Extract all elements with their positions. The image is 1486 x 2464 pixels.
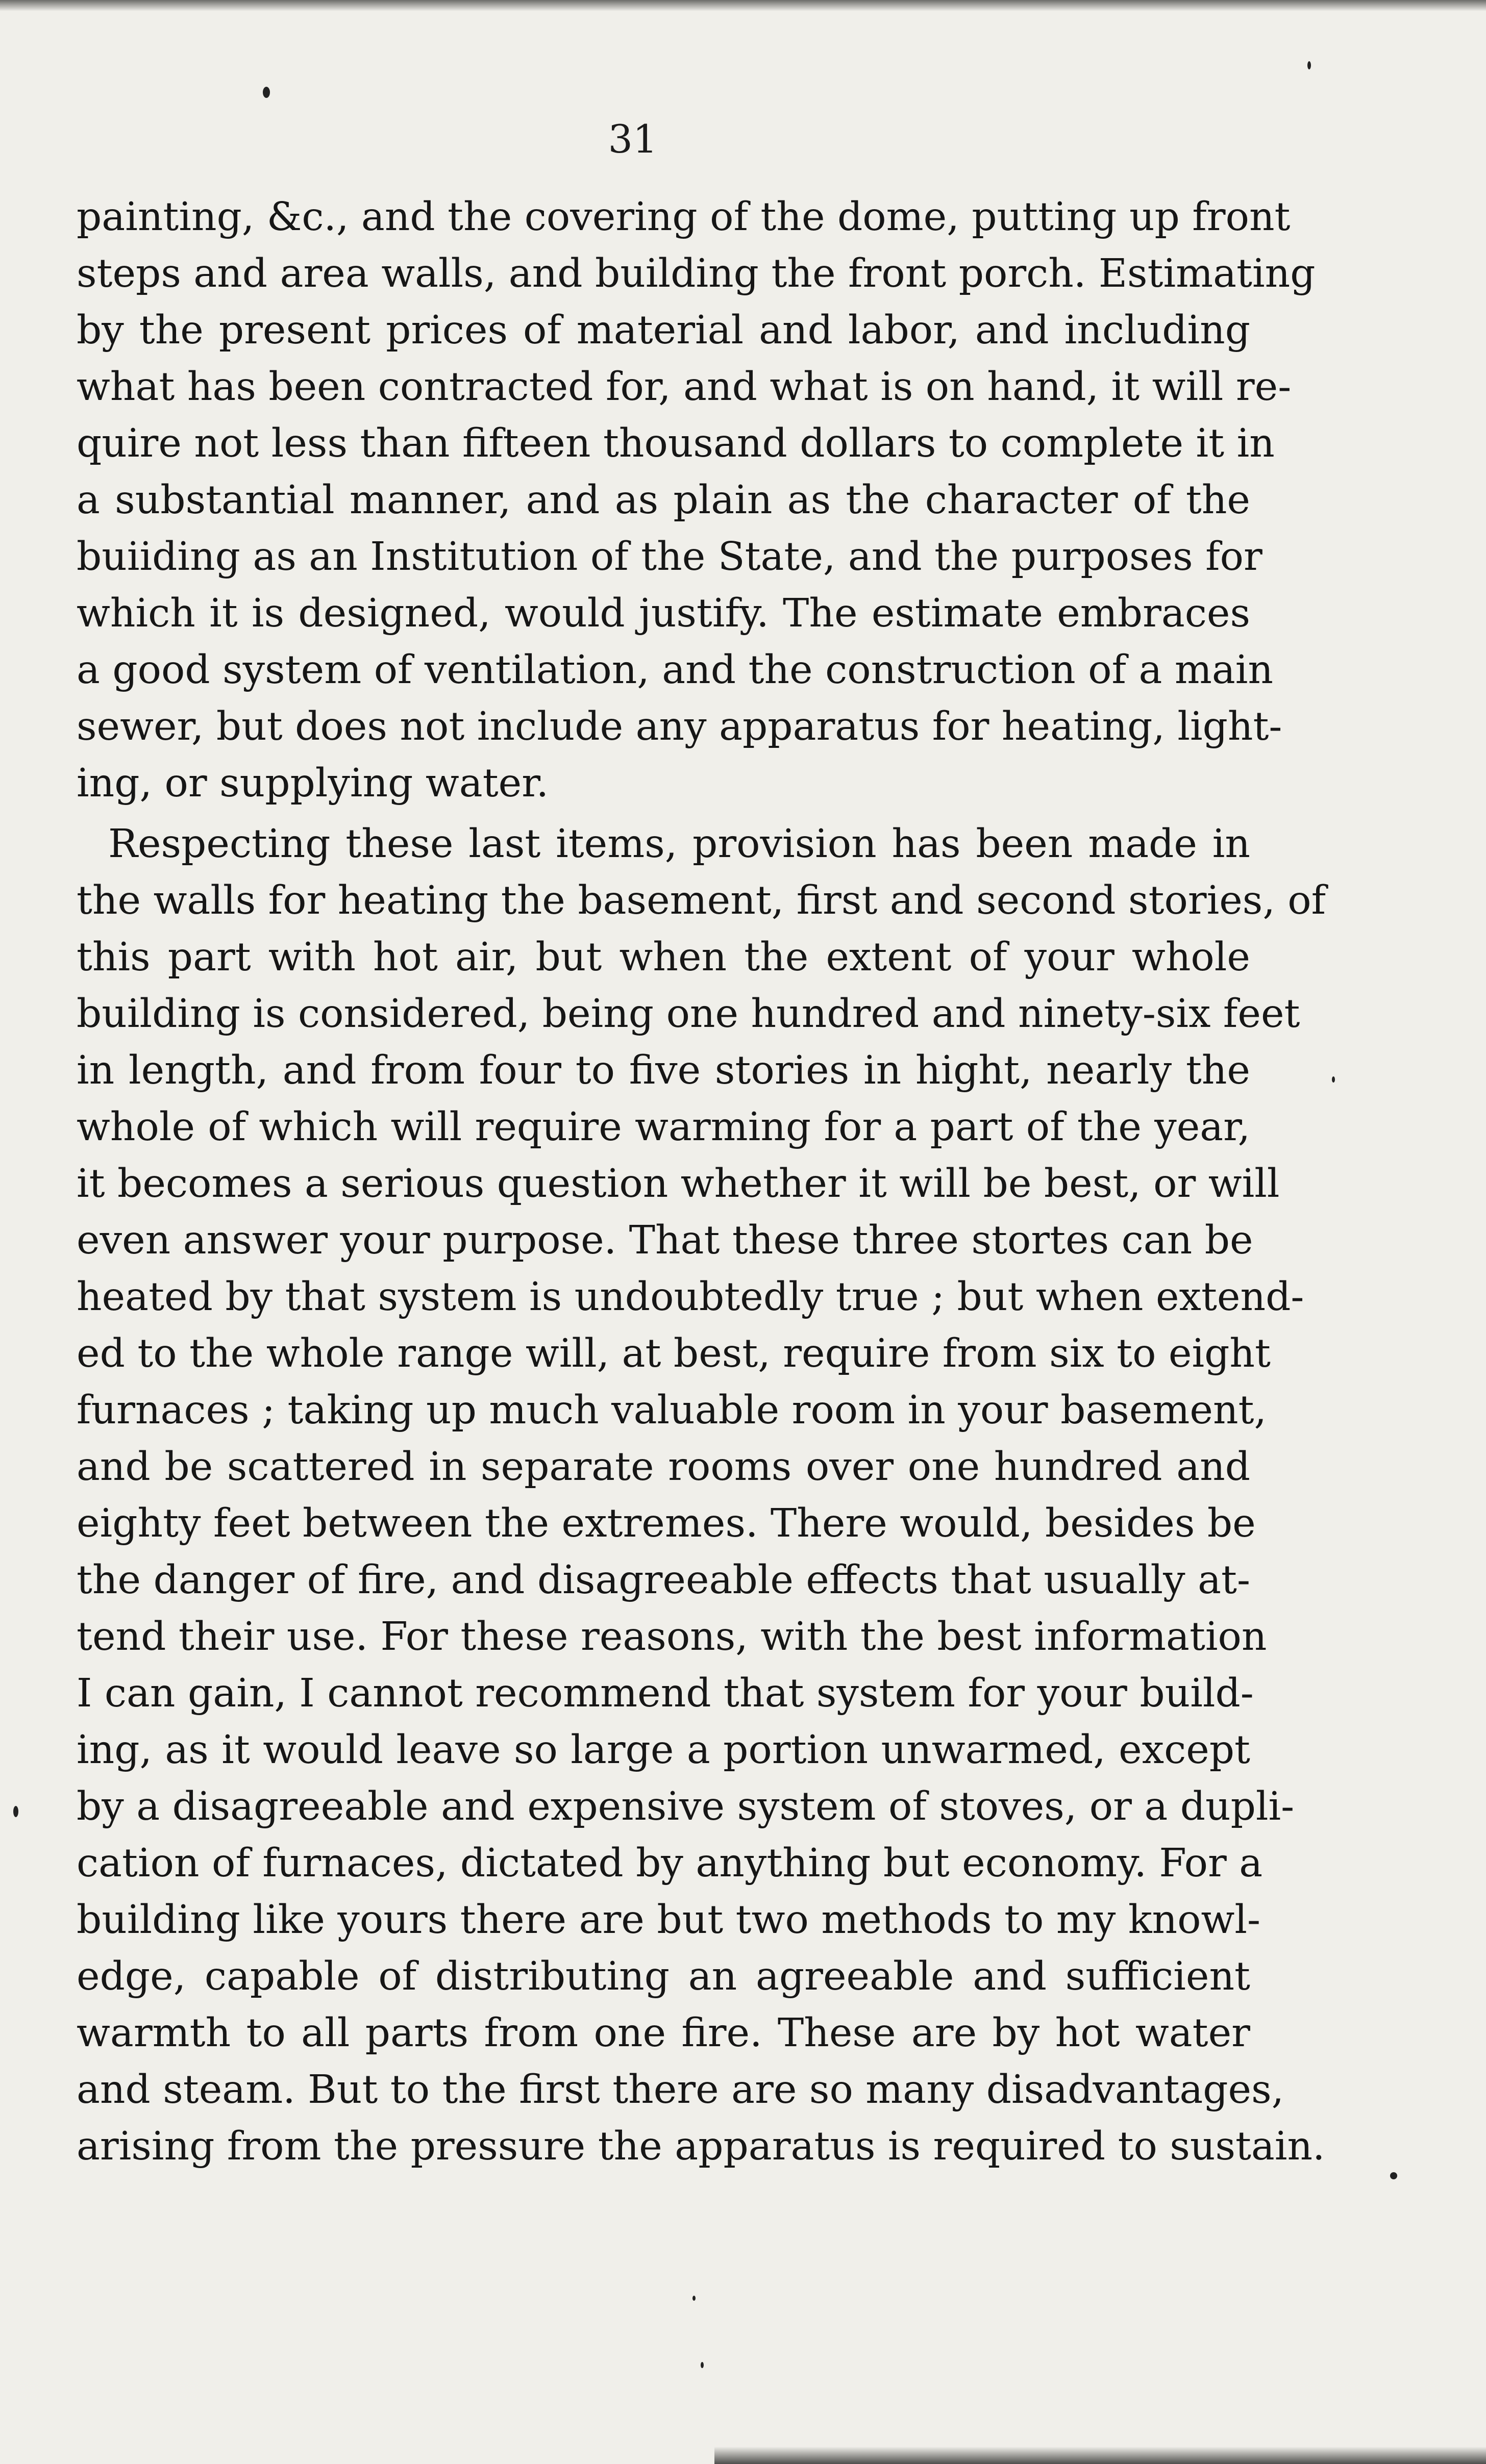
text-line: it becomes a serious question whether it will be best, or will xyxy=(77,1161,1280,1206)
text-line: building is considered, being one hundred and ninety-six feet xyxy=(77,991,1300,1037)
text-line: by the present prices of material and labor, and including xyxy=(77,308,1250,353)
text-line: Respecting these last items, provision has been made in xyxy=(108,821,1250,867)
paragraph xyxy=(77,816,1326,2175)
text-line: this part with hot air, but when the extent of your whole xyxy=(77,935,1250,980)
text-line: warmth to all parts from one fire. These are by hot water xyxy=(77,2010,1250,2056)
ink-speck xyxy=(1332,1076,1335,1083)
text-line: tend their use. For these reasons, with the best information xyxy=(77,1614,1267,1660)
text-line: which it is designed, would justify. The estimate embraces xyxy=(77,591,1250,636)
ink-speck xyxy=(692,2296,696,2301)
text-line: a substantial manner, and as plain as the character of the xyxy=(77,477,1250,523)
ink-speck xyxy=(1390,2172,1397,2179)
text-line: the danger of fire, and disagreeable effects that usually at- xyxy=(77,1557,1250,1603)
body-text xyxy=(77,189,1326,2175)
text-line: sewer, but does not include any apparatus for heating, light- xyxy=(77,704,1282,749)
text-line: heated by that system is undoubtedly true ; but when extend- xyxy=(77,1274,1304,1320)
text-line: whole of which will require warming for a part of the year, xyxy=(77,1104,1250,1150)
text-line: buiiding as an Institution of the State, and the purposes for xyxy=(77,534,1262,580)
page-number: 31 xyxy=(608,116,658,162)
text-line: edge, capable of distributing an agreeable and sufficient xyxy=(77,1954,1250,1999)
text-line: the walls for heating the basement, first and second stories, of xyxy=(77,878,1326,923)
text-line: painting, &c., and the covering of the dome, putting up front xyxy=(77,194,1291,240)
paragraph xyxy=(77,189,1316,812)
ink-speck xyxy=(1307,61,1311,69)
text-line: eighty feet between the extremes. There would, besides be xyxy=(77,1501,1256,1546)
text-line: even answer your purpose. That these three stortes can be xyxy=(77,1218,1253,1263)
text-line: and be scattered in separate rooms over one hundred and xyxy=(77,1444,1250,1490)
text-line: steps and area walls, and building the front porch. Estimating xyxy=(77,251,1316,296)
paragraph-gap xyxy=(77,812,1250,816)
text-line: building like yours there are but two methods to my knowl- xyxy=(77,1897,1261,1943)
text-line: by a disagreeable and expensive system of stoves, or a dupli- xyxy=(77,1784,1295,1829)
text-line: I can gain, I cannot recommend that system for your build- xyxy=(77,1671,1254,1716)
text-line: arising from the pressure the apparatus is required to sustain. xyxy=(77,2124,1325,2169)
text-line: and steam. But to the first there are so many disadvantages, xyxy=(77,2067,1284,2113)
text-line: ed to the whole range will, at best, require from six to eight xyxy=(77,1331,1271,1376)
text-line: ing, or supplying water. xyxy=(77,761,549,806)
ink-speck xyxy=(701,2362,704,2368)
text-line: furnaces ; taking up much valuable room in your basement, xyxy=(77,1388,1267,1433)
text-line: what has been contracted for, and what is on hand, it will re- xyxy=(77,364,1292,410)
text-line: ing, as it would leave so large a portion unwarmed, except xyxy=(77,1727,1250,1773)
page-bottom-edge xyxy=(714,2447,1486,2464)
text-line: quire not less than fifteen thousand dollars to complete it in xyxy=(77,421,1275,466)
text-line: a good system of ventilation, and the construction of a main xyxy=(77,647,1274,693)
text-line: in length, and from four to five stories in hight, nearly the xyxy=(77,1048,1250,1093)
ink-speck xyxy=(263,87,270,98)
text-line: cation of furnaces, dictated by anything but economy. For a xyxy=(77,1841,1263,1886)
page-top-edge xyxy=(0,0,1486,11)
ink-speck xyxy=(13,1806,18,1817)
